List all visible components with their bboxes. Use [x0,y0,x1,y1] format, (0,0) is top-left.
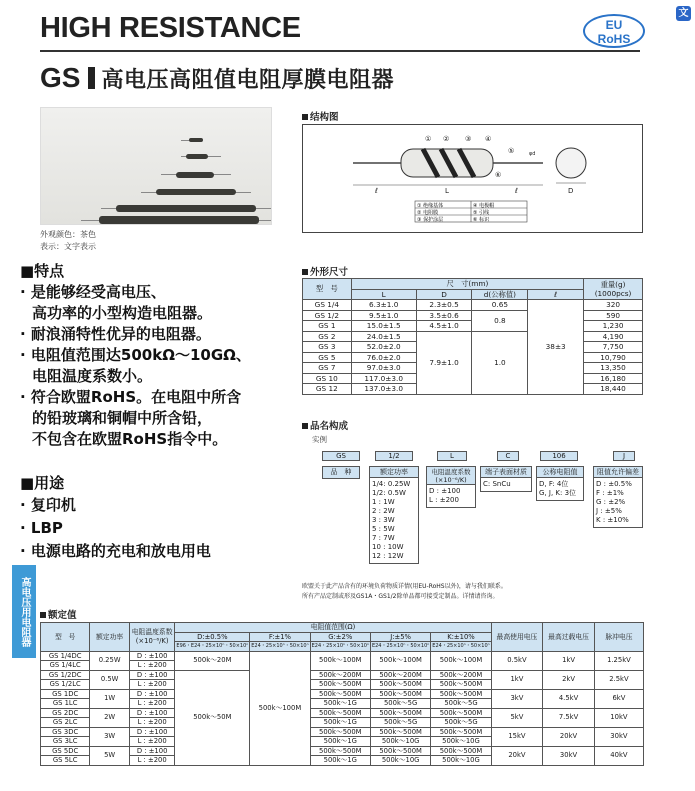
structure-diagram [302,124,643,233]
callout-4: ④ [485,135,492,143]
table-row: GS 1/2LC L : ±200 500k～500M 500k～500M 500k～500M [41,680,644,690]
use-line: · 电源电路的充电和放电用电 [20,542,211,560]
part-number-heading: 品名构成 [302,418,348,432]
table-row: GS 3LC L : ±200 500k～1G 500k～10G 500k～10G [41,737,644,747]
feature-line: · 耐浪涌特性优异的电阻器。 [20,325,211,343]
note-2: 所有产品定制或形及GS1A・GS1/2除单品都可接受定制品。详情请咨询。 [302,593,499,600]
structure-heading: 结构图 [302,109,339,123]
features-heading: ■特点 [20,262,65,280]
table-row: GS 12 137.0±3.0 18,440 [303,384,643,395]
table-row: GS 5LC L : ±200 500k～1G 500k～10G 500k～10G [41,756,644,766]
side-tab: 高电压用电阻器 [12,565,36,658]
dim-D: D [568,187,574,195]
use-line: · LBP [20,519,63,537]
eu-rohs-logo: EU RoHS [583,14,645,48]
callout-5: ⑤ [508,147,515,155]
pn-label-power: 额定功率 1/4: 0.25W 1/2: 0.5W 1 : 1W 2 : 2W 3 : 3W 5 : 5W 7 : 7W 10 : 10W 12 : 12W [369,466,419,564]
dim-l2: ℓ [515,187,518,195]
pn-label-terminal: 端子表面材质 C: SnCu [480,466,532,492]
pn-box-series: GS [322,451,360,461]
table-row: GS 1DC 1W D : ±100 500k～500M 500k～500M 500k～500M 3kV 4.5kV 6kV [41,689,644,699]
feature-line: 的铅玻璃和铜帽中所含铅， [32,409,213,427]
series-name: 高电压高阻值电阻厚膜电阻器 [101,67,394,93]
series-title [40,62,394,94]
pn-label-tcr: 电阻温度系数 (×10⁻⁶/K) D : ±100 L : ±200 [426,466,476,508]
pn-box-tolerance: J [613,451,635,461]
legend-6: ⑥ 标识 [473,217,490,223]
table-row: GS 1LC L : ±200 500k～1G 500k～5G 500k～5G [41,699,644,709]
pn-box-terminal: C [497,451,519,461]
table-row: GS 7 97.0±3.0 13,350 [303,363,643,374]
pn-label-tolerance: 阻值允许偏差 D : ±0.5% F : ±1% G : ±2% J : ±5% K : ±10% [593,466,643,528]
table-row: GS 2DC 2W D : ±100 500k～500M 500k～500M 500k～500M 5kV 7.5kV 10kV [41,708,644,718]
dim-l1: ℓ [375,187,378,195]
rated-table: 型 号 额定功率 电阻温度系数 (×10⁻⁶/K) 电阻值范围(Ω) 最高使用电压 最高过载电压 脉冲电压 D:±0.5% F:±1% G:±2% J:±5% K:±10% E96・E24・25×10ⁿ・50×10ⁿ E24・25×10ⁿ・50×10ⁿ E24・25×10ⁿ・50×10ⁿ E24・25×10ⁿ・50×10ⁿ E24・25×10ⁿ・50×10ⁿ GS 1/4DC 0.25W D : ±100 500k～20M 500k～100M 500k～100M 500k～100M 500k～100M 0.5kV 1kV 1.25kV GS 1/4LC L : ±200 GS 1/2DC 0.5W D : ±100 500k～50M 500k～200M 500k～200M 500k～200M 1kV 2kV 2.5kV GS 1/2LC L : ±200 500k～500M 500k～500M 500k～500M GS 1DC 1W D : ±100 500k～500M 500k～500M 500k～500M 3kV 4.5kV 6kV GS 1LC L : ±200 500k～1G 500k～5G 500k～5G GS 2DC 2W D : ±100 500k～500M 500k～500M 500k～500M 5kV 7.5kV 10kV GS 2LC L : ±200 500k～1G 500k～5G 500k～5G GS 3DC 3W D : ±100 500k～500M 500k～500M 500k～500M 15kV 20kV 30kV GS 3LC L : ±200 500k～1G 500k～10G 500k～10G GS 5DC 5W D : ±100 500k～500M 500k～500M 500k～500M 20kV 30kV 40kV GS 5LC L : ±200 500k～1G 500k～10G 500k～10G [40,622,644,766]
legend-4: ④ 电极帽 [473,203,495,209]
pn-label-series: 品 种 [322,466,360,479]
table-row: GS 1/2DC 0.5W D : ±100 500k～50M 500k～200M 500k～200M 500k～200M 1kV 2kV 2.5kV [41,670,644,680]
table-row: GS 10 117.0±3.0 16,180 [303,373,643,384]
table-row: GS 3 52.0±2.0 7,750 [303,342,643,353]
pn-box-power: 1/2 [375,451,413,461]
legend-3: ③ 保护涂层 [417,217,444,223]
rated-heading: 额定值 [40,607,77,621]
page-title: HIGH RESISTANCE [40,12,301,44]
table-row: GS 2LC L : ±200 500k～1G 500k～5G 500k～5G [41,718,644,728]
title-rule [40,50,640,52]
table-row: GS 1 15.0±1.5 4.5±1.0 1,230 [303,321,643,332]
photo-caption-display: 表示：文字表示 [40,242,96,251]
pn-label-resistance: 公称电阻值 D, F: 4位 G, J, K: 3位 [536,466,584,501]
uses-heading: ■用途 [20,474,65,492]
series-code: GS [40,62,81,93]
feature-line: · 电阻值范围达500kΩ～10GΩ、 [20,346,251,364]
pn-box-tcr: L [437,451,467,461]
product-photo [40,107,272,225]
dim-d: φd [529,151,536,157]
table-row: GS 5DC 5W D : ±100 500k～500M 500k～500M 500k～500M 20kV 30kV 40kV [41,746,644,756]
table-row: GS 2 24.0±1.5 7.9±1.0 1.0 4,190 [303,331,643,342]
resistor-drawing [303,125,644,234]
callout-1: ① [425,135,432,143]
feature-line: 不包含在欧盟RoHS指令中。 [32,430,228,448]
callout-6: ⑥ [495,171,502,179]
features-list [20,282,302,450]
photo-caption-color: 外观颜色：茶色 [40,230,96,239]
feature-line: 电阻温度系数小。 [32,367,153,385]
feature-line: · 符合欧盟RoHS。在电阻中所含 [20,388,242,406]
table-row: GS 1/2 9.5±1.0 3.5±0.6 0.8 590 [303,310,643,321]
note-1: 欧盟关于此产品含有的环境负荷物质详情(用EU-RoHS以外)，请与我们联系。 [302,583,507,590]
table-row: GS 3DC 3W D : ±100 500k～500M 500k～500M 500k～500M 15kV 20kV 30kV [41,727,644,737]
part-number-example: 实例 [312,435,327,444]
feature-line: · 是能够经受高电压、 [20,283,166,301]
table-row: GS 5 76.0±2.0 10,790 [303,352,643,363]
dimensions-heading: 外形尺寸 [302,264,348,278]
dimensions-table: 型 号 尺 寸(mm) 重量(g) (1000pcs) L D d(公称值) ℓ GS 1/4 6.3±1.0 2.3±0.5 0.65 38±3 320 GS 1/2 9.5±1.0 3.5±0.6 0.8 590 GS 1 15.0±1.5 4.5±1.0 1,230 GS 2 24.0±1.5 7.9±1.0 1.0 4,190 GS 3 52.0±2.0 7,750 GS 5 76.0±2.0 10,790 GS 7 97.0±3.0 13,350 GS 10 117.0±3.0 16,180 GS 12 137.0±3.0 18,440 [302,278,643,395]
table-row: GS 1/4LC L : ±200 [41,661,644,671]
legend-5: ⑤ 引线 [473,210,490,216]
use-line: · 复印机 [20,496,76,514]
table-row: GS 1/4DC 0.25W D : ±100 500k～20M 500k～100M 500k～100M 500k～100M 500k～100M 0.5kV 1kV 1.25kV [41,651,644,661]
callout-2: ② [443,135,450,143]
table-row: GS 1/4 6.3±1.0 2.3±0.5 0.65 38±3 320 [303,300,643,311]
dim-L: L [445,187,449,195]
translate-icon[interactable]: 文 [676,6,691,21]
feature-line: 高功率的小型构造电阻器。 [32,304,213,322]
callout-3: ③ [465,135,472,143]
legend-2: ② 电阻膜 [417,210,439,216]
pn-box-resistance: 106 [540,451,578,461]
title-bar [88,67,95,89]
uses-list [20,494,211,563]
legend-1: ① 绝缘基体 [417,203,444,209]
